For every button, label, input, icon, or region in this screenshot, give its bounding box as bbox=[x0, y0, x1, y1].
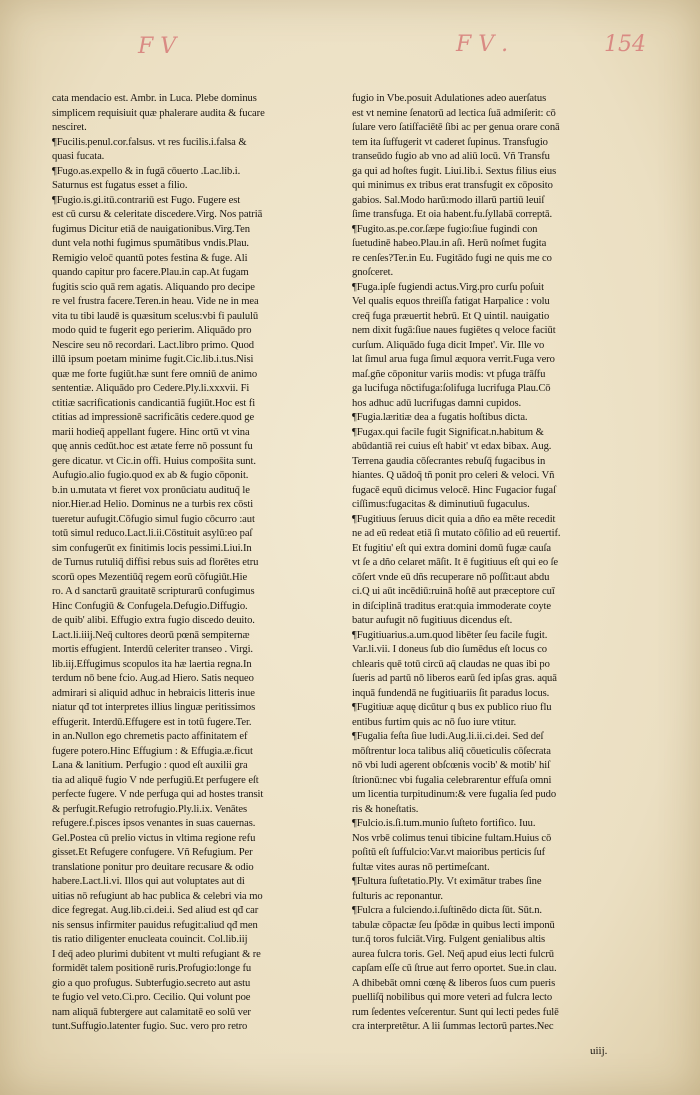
text-line: refugere.f.pisces ipsos venantes in suas cauernas. bbox=[52, 818, 256, 829]
text-line: Var.li.vii. I doneus ſub dio ſumēdus eſt locus co bbox=[352, 644, 547, 655]
text-line: fugere potero.Hinc Effugium : & Effugia.æ.ficut bbox=[52, 745, 253, 757]
text-line: nesciret. bbox=[52, 122, 87, 133]
text-line: totū simul reduco.Lact.li.ii.Cōstituit asylū:eo paſ bbox=[52, 528, 253, 539]
text-line: ſuetudinē habeo.Plau.in aſi. Herū noſmet fugita bbox=[352, 238, 547, 249]
folio-mark-middle: F V . bbox=[456, 32, 509, 57]
text-line: nō vbi ludi agerent obſcœnis vocib' & motib' hiſ bbox=[352, 760, 550, 771]
text-line: habere.Lact.li.vi. Illos qui aut voluptates aut di bbox=[52, 876, 245, 887]
text-line: simplicem requisiuit quæ phalerare audita & fucare bbox=[52, 107, 265, 119]
text-line: tis ratio diligenter enucleata couincit. Col.lib.iij bbox=[52, 934, 248, 945]
text-line: sim confugerūt ex finitimis locis pessimi.Liui.In bbox=[52, 542, 252, 554]
text-line: b.in u.mutata vt fieret vox pronūciatu audituq̄ le bbox=[52, 484, 250, 496]
text-line: poſitū eſt ſuffulcio:Var.vt maioribus perticis ſuf bbox=[352, 847, 546, 858]
text-line: nam aliquā fubtergere aut calamitatē eo solū ver bbox=[52, 1006, 251, 1018]
text-line: batur aufugit nō fugitiuus dicendus eſt. bbox=[352, 615, 513, 626]
text-line: tueretur aufugit.Cōfugio simul fugio cōcurro :aut bbox=[52, 513, 255, 525]
text-line: ci.Q ui aūt incēdiū:ruinā hoſtē aut præceptore cuī bbox=[352, 586, 555, 597]
text-column-right bbox=[352, 92, 644, 1035]
text-line: creq̄ fuga præuertit hebrū. Et Q uintil. nauigatio bbox=[352, 310, 550, 322]
text-line: ¶Fugo.as.expello & in fugā cōuerto .Lac.lib.i. bbox=[52, 165, 241, 177]
text-line: dice fegregat. Aug.lib.ci.dei.i. Sed aliud est qđ car bbox=[52, 905, 259, 916]
text-line: entibus furtim quis ac nō ſuo iure vtitur. bbox=[352, 716, 517, 728]
text-line: qui minimus ex tribus erat transfugit ex cōposito bbox=[352, 180, 553, 191]
text-line: marii hodieq̄ appellant fugere. Hinc ortū vt vina bbox=[52, 426, 250, 438]
text-line: scorū opes Mezentiūq̄ regem eorū cōfugiūt.Hie bbox=[52, 571, 248, 583]
text-line: in diſciplinā traditus erat:quia immoderate coyte bbox=[352, 600, 551, 612]
text-line: capſam eſſe cū ſtrue aut ferro oportet. Sue.in clau. bbox=[352, 963, 557, 974]
text-line: Aufugio.alio fugio.quod ex ab & fugio cōponit. bbox=[52, 470, 249, 481]
text-line: hiantes. Q uādoq̄ tñ ponit pro celeri & veloci. Vñ bbox=[352, 470, 555, 481]
text-line: vita tu tibi laudē is quæsitum scelus:vbi fi paululū bbox=[52, 310, 259, 322]
text-line: nior.Hier.ad Helio. Dominus ne a turbis rex cōsti bbox=[52, 499, 254, 510]
text-line: effugerit. Interdū.Effugere est in totū fugere.Ter. bbox=[52, 716, 252, 728]
text-line: quando capitur pro facere.Plau.in cap.At fugam bbox=[52, 267, 249, 278]
text-line: ¶Fulcio.is.ſi.tum.munio ſuſteto fortifico. Iuu. bbox=[352, 818, 536, 829]
text-line: in an.Nullon ego chremetis pacto affinitatem ef bbox=[52, 731, 248, 742]
text-line: ¶Fugax.qui facile fugit Significat.n.habitum & bbox=[352, 426, 544, 438]
text-line: vt ſe a dño celaret māſit. It ē fugitiuus eſt qui eo ſe bbox=[352, 557, 559, 568]
text-line: gere dicatur. vt Cic.in offi. Huius compos̄ita sunt. bbox=[52, 455, 256, 467]
text-line: ¶Fultura ſuſtetatio.Ply. Vt eximātur trabes ſine bbox=[352, 876, 542, 887]
text-line: est cū cursu & celeritate discedere.Virg. Nos patriā bbox=[52, 209, 263, 220]
text-line: ¶Fugalia feſta ſiue ludi.Aug.li.ii.ci.dei. Sed deſ bbox=[352, 731, 544, 742]
text-line: modo quid te fugerit ego perierim. Aliquādo pro bbox=[52, 325, 252, 336]
text-line: re vel frustra facere.Teren.in heau. Vide ne in mea bbox=[52, 296, 259, 307]
text-line: ctitias ad impressionē sacrificātis cedere.quod ge bbox=[52, 412, 255, 423]
text-line: maſ.gñe cōponitur variis modis: vt pfuga trāſfu bbox=[352, 368, 546, 380]
text-line: re cenſes?Ter.in Eu. Fugitādo fugi ne quis me co bbox=[352, 252, 552, 264]
folio-mark-left: F V bbox=[138, 34, 177, 59]
text-line: ro. A d sanctarū grauitatē scripturarū confugimus bbox=[52, 586, 255, 597]
text-line: A dhibebāt omni cœnę & liberos ſuos cum pueris bbox=[352, 977, 556, 989]
text-line: illū ipsum poetam minime fugit.Cic.lib.i.tus.Nisi bbox=[52, 354, 254, 365]
text-line: Saturnus est fugatus esset a filio. bbox=[52, 180, 188, 191]
text-line: de Turnus rutuliq̄ diffisi rebus suis ad florētes etru bbox=[52, 557, 259, 568]
text-line: ¶Fugitiuarius.a.um.quod libēter ſeu facile fugit. bbox=[352, 629, 548, 641]
text-line: gio a quo profugus. Subterfugio.secreto aut astu bbox=[52, 977, 251, 989]
text-line: ſulare vero ſatiſfaciētē ſibi ac per genua orare conā bbox=[352, 122, 560, 133]
catchword: uiij. bbox=[590, 1045, 608, 1057]
text-line: Gel.Postea cū prelio victus in vltima regione refu bbox=[52, 832, 256, 844]
text-line: curſum. Aliquādo fuga dicit Impet'. Vir. Ille vo bbox=[352, 339, 545, 351]
text-line: ¶Fugitiuus ſeruus dicit quia a dño ea mēte recedit bbox=[352, 513, 556, 525]
text-line: puelliſq̄ nobilibus qui more veteri ad fulcra lecto bbox=[352, 992, 553, 1003]
text-line: terdum nō bene fcio. Aug.ad Hiero. Satis nequeo bbox=[52, 673, 254, 684]
text-line: tem ita ſuffugerit vt caderet ſupinus. Transfugio bbox=[352, 136, 548, 148]
text-line: tur.q̄ toros fulciāt.Virg. Fulgent genialibus altis bbox=[352, 934, 546, 945]
text-line: fugimus Dicitur etiā de nauigationibus.Virg.Ten bbox=[52, 223, 250, 235]
text-line: Remigio veloc̄ quantū potes festina & fuge. Ali bbox=[52, 252, 248, 264]
text-line: ſueris ad partū nō liberos earū ſed ipſas gras. aquā bbox=[352, 673, 557, 684]
text-line: Nescire seu nō recordari. Lact.libro primo. Quod bbox=[52, 339, 255, 351]
text-line: nem dixit fugā:ſiue naues fugiētes q veloce faciūt bbox=[352, 325, 556, 336]
folio-number: 154 bbox=[604, 32, 646, 57]
text-line: ne ad eū redeat etiā ſi mutato cōſilio ad eū reuertif. bbox=[352, 528, 561, 539]
text-line: ¶Fugia.læritiæ dea a fugatis hoſtibus dicta. bbox=[352, 412, 528, 423]
text-line: inquā fundendā ne fugitiuariis ſit paradus locus. bbox=[352, 687, 550, 699]
text-line: Terrena gaudia cōſecrantes rebuſq̄ fugacibus in bbox=[352, 455, 546, 467]
text-line: gabios. Sal.Modo harū:modo illarū partiū leuiſ bbox=[352, 194, 545, 206]
text-line: quasi fucata. bbox=[52, 151, 105, 162]
text-line: fultæ vites auras nō pertimeſcant. bbox=[352, 861, 490, 873]
text-line: Lana & lanitium. Perfugio : quod eſt auxilii gra bbox=[52, 760, 248, 771]
text-line: tia ad aliquē fugio V nde perfugiū.Et perfugere eſt bbox=[52, 774, 259, 786]
text-line: ¶Fucilis.penul.cor.falsus. vt res fucilis.i.falsa & bbox=[52, 136, 247, 148]
text-line: cōſert vnde eū dñs recuperare nō poſſit:aut abdu bbox=[352, 571, 550, 583]
text-line: ris & honeſtatis. bbox=[352, 803, 419, 815]
text-line: fulturis ac reponantur. bbox=[352, 890, 443, 902]
text-line: hos adhuc adū lucrifugas damni cupidos. bbox=[352, 397, 522, 409]
text-line: ga qui ad hoſtes fugit. Liui.lib.i. Sextus filius eius bbox=[352, 165, 557, 177]
text-line: cata mendacio est. Ambr. in Luca. Plebe dominus bbox=[52, 93, 257, 104]
text-line: Nos vrbē colimus tenui tibicine fultam.Huius cō bbox=[352, 832, 552, 844]
text-line: gnoſceret. bbox=[352, 267, 394, 278]
text-line: Vel qualis equos threiſſa fatigat Harpalice : volu bbox=[352, 296, 550, 307]
text-line: um licentia turpitudinum:& vere fugalia ſed pudo bbox=[352, 789, 557, 800]
text-line: transeūdo fugio ab vno ad aliū locū. Vñ Transfu bbox=[352, 151, 550, 162]
text-line: ctitiæ sacrificationis candicantiā fugiūt.Hoc est fi bbox=[52, 397, 256, 409]
text-line: & perfugit.Refugio retrofugio.Ply.li.ix. Venātes bbox=[52, 803, 247, 815]
text-line: admirari si aliquid adhuc in hebraicis litteris inue bbox=[52, 687, 255, 699]
text-line: est vt nemine ſenatorū ad lectica ſuā admiſerit: cō bbox=[352, 107, 556, 119]
text-line: uitias nō refugiunt ab hac publica & celebri via mo bbox=[52, 890, 263, 902]
text-line: formidēt talem positionē ruris.Profugio:longe fu bbox=[52, 963, 252, 974]
text-line: gisset.Et Refugere confugere. Vñ Refugium. Per bbox=[52, 847, 253, 858]
text-line: cra interpretētur. A lii ſummas lectorū partes.Nec bbox=[352, 1021, 554, 1032]
text-line: ¶Fugitiuæ aquę dicūtur q bus ex publico riuo flu bbox=[352, 702, 552, 713]
text-line: rum ſedentes veſcerentur. Sunt qui lecti pedes fulē bbox=[352, 1006, 559, 1018]
text-line: quæ me forte fugiūt.hæ sunt fere omniū de animo bbox=[52, 368, 258, 380]
text-line: te fugio vel veto.Ci.pro. Cecilio. Qui volunt poe bbox=[52, 992, 251, 1003]
text-line: ga lucifuga nōctifuga:ſolifuga lucrifuga Plau.Cō bbox=[352, 383, 551, 394]
text-line: I deq̄ adeo plurimi dubitent vt multi refugiant & re bbox=[52, 948, 261, 960]
text-line: ¶Fuga.ipſe fugiendi actus.Virg.pro curſu poſuit bbox=[352, 281, 544, 293]
text-line: quę annis cedūt.hoc est ætate ferre nō possunt fu bbox=[52, 441, 253, 452]
text-line: niatur qđ tot interpretes illius linguæ peritissimos bbox=[52, 702, 256, 713]
text-line: Hinc Confugiū & Confugela.Defugio.Diffugio. bbox=[52, 600, 248, 612]
text-line: tabulæ cōpactæ ſeu ſpōdæ in quibus lecti imponū bbox=[352, 919, 555, 931]
text-line: perfecte fugere. V nde perfuga qui ad hostes transit bbox=[52, 789, 264, 800]
text-line: sententiæ. Aliquādo pro Cedere.Ply.li.xxxvii. Fi bbox=[52, 383, 250, 394]
text-line: tunt.Suffugio.latenter fugio. Suc. vero pro retro bbox=[52, 1021, 248, 1032]
text-line: Lact.li.iiij.Neq̄ cultores deorū pœnā sempiternæ bbox=[52, 629, 250, 641]
text-line: dunt vela nothi fugimus spumātibus vndis.Plau. bbox=[52, 238, 249, 249]
text-line: fugacē equū dicimus velocē. Hinc Fugacior fugaſ bbox=[352, 484, 556, 496]
text-line: ſime transfuga. Et oia habent.fu.ſyllabā correptā. bbox=[352, 209, 553, 220]
text-column-left bbox=[52, 92, 344, 1035]
text-line: lib.iij.Effugimus scopulos ita hæ laertia regna.In bbox=[52, 658, 252, 670]
text-line: nis sensus infirmiter pauidus refugit:aliud qđ men bbox=[52, 919, 258, 931]
text-line: ¶Fugito.as.pe.cor.ſæpe fugio:ſiue fugindi con bbox=[352, 223, 538, 235]
text-line: translatione ponitur pro deuitare recusare & odio bbox=[52, 861, 254, 873]
text-line: ciſſimus:fugacitas & diminutiuū fugaculus. bbox=[352, 499, 530, 510]
text-line: fugio in Vbe.posuit Adulationes adeo auerſatus bbox=[352, 93, 547, 104]
text-line: chlearis quē totū circū aq̄ claudas ne quas ibi po bbox=[352, 658, 550, 670]
text-line: Et fugitiu' eſt qui extra domini domū fugæ cauſa bbox=[352, 542, 551, 554]
text-line: abūdantiā rei cuius eſt habit' vt edax bibax. Aug. bbox=[352, 441, 552, 452]
text-line: de quib' alibi. Effugio extra fugio discedo deuito. bbox=[52, 615, 255, 626]
text-line: mōſtrentur loca talibus aliq̄ cōueticulis cōſecrata bbox=[352, 745, 551, 757]
text-line: fugitis scio quā rem agatis. Aliquando pro decipe bbox=[52, 281, 255, 293]
text-line: ſtrionū:nec vbi fugalia celebrarentur effuſa omni bbox=[352, 774, 552, 786]
text-line: ¶Fugio.is.gi.itū.contrariū est Fugo. Fugere est bbox=[52, 194, 241, 206]
text-line: aurea fulcra toris. Gel. Neq̄ apud eius lecti fulcrū bbox=[352, 948, 554, 960]
text-line: ¶Fulcra a fulciendo.i.ſuſtinēdo dicta ſūt. Sūt.n. bbox=[352, 905, 542, 916]
text-line: mortis effugient. Interdū celeriter transeo . Virgi. bbox=[52, 644, 253, 655]
text-line: lat ſimul arua fuga ſimul æquora verrit.Fuga vero bbox=[352, 354, 555, 365]
